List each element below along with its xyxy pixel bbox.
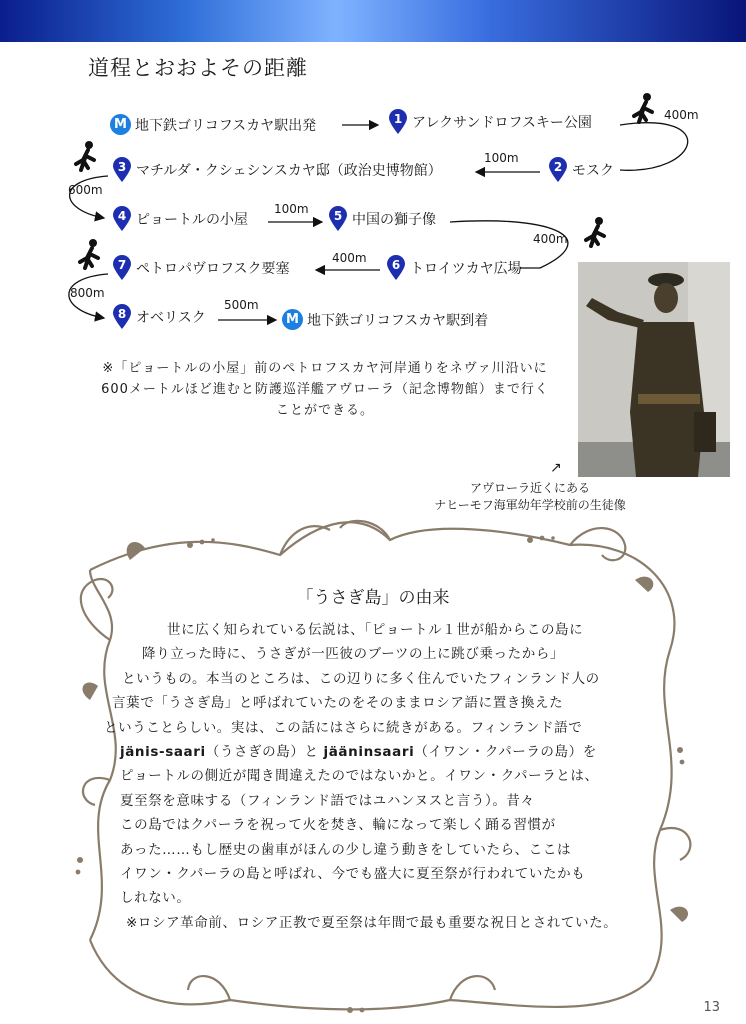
statue-photo [578, 262, 730, 477]
map-pin-icon: 3 [112, 157, 132, 183]
walking-person-icon [582, 216, 612, 248]
distance-label: 800m [70, 286, 105, 300]
route-start [110, 114, 316, 135]
legend-box-title: 「うさぎ島」の由来 [296, 588, 450, 608]
distance-label: 500m [224, 298, 259, 312]
metro-icon: M [110, 114, 131, 135]
map-pin-icon: 1 [388, 109, 408, 135]
caption-arrow-icon: ↗ [550, 460, 562, 476]
map-pin-icon: 2 [548, 157, 568, 183]
finnish-term: jänis-saari [120, 744, 206, 761]
route-end [282, 309, 488, 330]
distance-label: 400m [533, 232, 568, 246]
walking-person-icon [76, 238, 106, 270]
legend-box-body: 世に広く知られている伝説は、「ピョートル１世が船からこの島に 降り立った時に、うさぎが一匹彼のブーツの上に跳び乗ったから」 というもの。本当のところは、この辺りに多く住んでいたフィンランド人の 言葉で「うさぎ島」と呼ばれていたのをそのままロシア語に置き換えた ということらしい。実は、この話にはさらに続きがある。フィンランド語で jänis-saari（うさぎの島）と jääninsaari（イワン・クパーラの島）を ピョートルの側近が聞き間違えたのではないかと。イワン・クパーラとは、 夏至祭を意味する（フィンランド語ではユハンヌスと言う）。昔々 この島ではクパーラを祝って火を焚き、輪になって楽しく踊る習慣が あった……もし歴史の歯車がほんの少し違う動きをしていたら、ここは イワン・クパーラの島と呼ばれ、今でも盛大に夏至祭が行われていたかも しれない。 ※ロシア革命前、ロシア正教で夏至祭は年間で最も重要な祝日とされていた。 [112, 618, 652, 935]
distance-label: 600m [68, 183, 103, 197]
route-end-label: 地下鉄ゴリコフスカヤ駅到着 [307, 312, 489, 329]
page-number: 13 [703, 1000, 720, 1015]
map-pin-icon: 6 [386, 255, 406, 281]
route-stop-5 [328, 206, 436, 232]
stop-label: ピョートルの小屋 [136, 212, 248, 228]
distance-label: 400m [664, 108, 699, 122]
walking-person-icon [630, 92, 660, 124]
route-stop-1 [388, 109, 592, 135]
stop-label: アレクサンドロフスキー公園 [412, 115, 592, 131]
photo-caption: アヴローラ近くにある ナヒーモフ海軍幼年学校前の生徒像 [434, 481, 626, 512]
walking-person-icon [72, 140, 102, 172]
route-note: ※「ピョートルの小屋」前のペトロフスカヤ河岸通りをネヴァ川沿いに600メートルほど進むと防護巡洋艦アヴローラ（記念博物館）まで行くことができる。 [101, 361, 549, 418]
distance-label: 400m [332, 251, 367, 265]
route-stop-4 [112, 206, 248, 232]
footnote: ※ロシア革命前、ロシア正教で夏至祭は年間で最も重要な祝日とされていた。 [126, 914, 618, 931]
page-title: 道程とおおよその距離 [88, 56, 308, 80]
distance-label: 100m [484, 151, 519, 165]
route-stop-7 [112, 255, 289, 281]
route-stop-6 [386, 255, 522, 281]
route-stop-3 [112, 157, 442, 183]
stop-label: ペトロパヴロフスク要塞 [136, 261, 290, 277]
stop-label: モスク [572, 163, 614, 179]
route-start-label: 地下鉄ゴリコフスカヤ駅出発 [135, 117, 317, 134]
stop-label: 中国の獅子像 [352, 212, 436, 228]
route-stop-8 [112, 304, 206, 330]
finnish-terms-line: jänis-saari（うさぎの島）と jääninsaari（イワン・クパーラの島）を [120, 744, 597, 761]
map-pin-icon: 8 [112, 304, 132, 330]
map-pin-icon: 7 [112, 255, 132, 281]
stop-label: マチルダ・クシェシンスカヤ邸（政治史博物館） [136, 163, 442, 179]
map-pin-icon: 5 [328, 206, 348, 232]
metro-icon: M [282, 309, 303, 330]
stop-label: トロイツカヤ広場 [410, 261, 522, 277]
map-pin-icon: 4 [112, 206, 132, 232]
distance-label: 100m [274, 202, 309, 216]
finnish-term: jääninsaari [323, 744, 415, 761]
stop-label: オベリスク [136, 310, 206, 326]
route-stop-2 [548, 157, 614, 183]
